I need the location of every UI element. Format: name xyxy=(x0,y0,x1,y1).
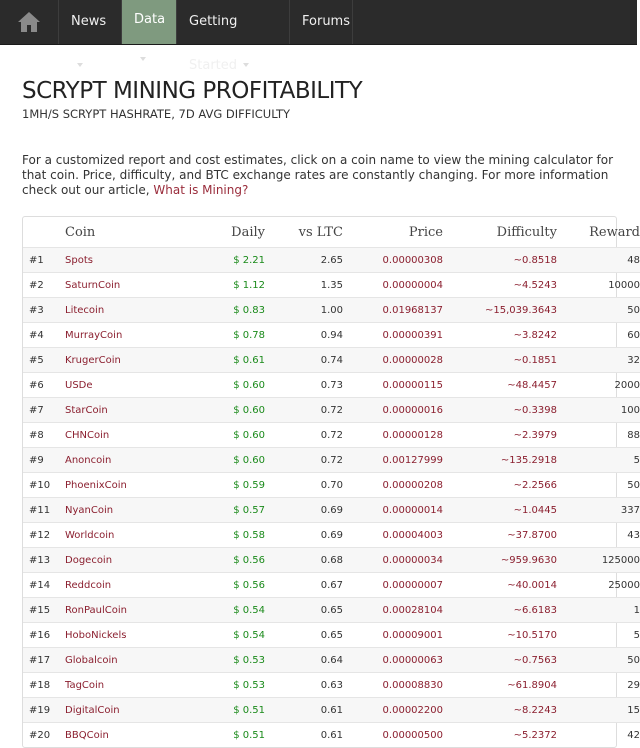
daily-cell: $ 0.60 xyxy=(189,398,271,423)
price-cell: 0.00000308 xyxy=(349,248,449,273)
daily-cell: $ 0.53 xyxy=(189,673,271,698)
table-row xyxy=(23,623,640,648)
price-cell: 0.00000016 xyxy=(349,398,449,423)
coin-name-link[interactable]: Worldcoin xyxy=(59,523,189,548)
price-cell: 0.00000014 xyxy=(349,498,449,523)
coin-name-link[interactable]: Litecoin xyxy=(59,298,189,323)
daily-cell: $ 0.56 xyxy=(189,573,271,598)
vs-ltc-cell: 0.65 xyxy=(271,623,349,648)
vs-ltc-cell: 0.73 xyxy=(271,373,349,398)
price-cell: 0.00000034 xyxy=(349,548,449,573)
reward-cell: 2000 xyxy=(563,373,640,398)
vs-ltc-cell: 0.63 xyxy=(271,673,349,698)
price-cell: 0.00002200 xyxy=(349,698,449,723)
rank-cell: #9 xyxy=(23,448,59,473)
coin-name-link[interactable]: Dogecoin xyxy=(59,548,189,573)
reward-cell: 10000 xyxy=(563,273,640,298)
table-body xyxy=(23,248,640,748)
table-row xyxy=(23,648,640,673)
nav-data-label: Data xyxy=(134,12,166,27)
rank-cell: #14 xyxy=(23,573,59,598)
vs-ltc-cell: 0.72 xyxy=(271,448,349,473)
daily-cell: $ 0.54 xyxy=(189,598,271,623)
table-row xyxy=(23,373,640,398)
difficulty-cell: ~5.2372 xyxy=(449,723,563,748)
table-row xyxy=(23,573,640,598)
difficulty-cell: ~61.8904 xyxy=(449,673,563,698)
reward-cell: 25000 xyxy=(563,573,640,598)
reward-cell: 5 xyxy=(563,623,640,648)
column-header-vs-ltc[interactable]: vs LTC xyxy=(298,224,343,240)
daily-cell: $ 0.54 xyxy=(189,623,271,648)
reward-cell: 60 xyxy=(563,323,640,348)
what-is-mining-link[interactable]: What is Mining? xyxy=(153,183,249,197)
price-cell: 0.00000391 xyxy=(349,323,449,348)
coin-name-link[interactable]: Reddcoin xyxy=(59,573,189,598)
reward-cell: 50 xyxy=(563,473,640,498)
rank-cell: #12 xyxy=(23,523,59,548)
table-row xyxy=(23,273,640,298)
difficulty-cell: ~2.3979 xyxy=(449,423,563,448)
coin-name-link[interactable]: HoboNickels xyxy=(59,623,189,648)
price-cell: 0.00000208 xyxy=(349,473,449,498)
coin-name-link[interactable]: Globalcoin xyxy=(59,648,189,673)
table-row xyxy=(23,398,640,423)
difficulty-cell: ~2.2566 xyxy=(449,473,563,498)
vs-ltc-cell: 0.74 xyxy=(271,348,349,373)
rank-cell: #6 xyxy=(23,373,59,398)
difficulty-cell: ~10.5170 xyxy=(449,623,563,648)
page-title: SCRYPT MINING PROFITABILITY xyxy=(22,78,363,104)
coin-name-link[interactable]: Spots xyxy=(59,248,189,273)
vs-ltc-cell: 0.70 xyxy=(271,473,349,498)
price-cell: 0.00009001 xyxy=(349,623,449,648)
table-row xyxy=(23,473,640,498)
nav-news-label: News xyxy=(71,14,107,29)
home-button[interactable] xyxy=(0,0,58,44)
rank-cell: #5 xyxy=(23,348,59,373)
coin-name-link[interactable]: PhoenixCoin xyxy=(59,473,189,498)
column-header-difficulty[interactable]: Difficulty xyxy=(496,224,557,240)
intro-text: For a customized report and cost estimates, click on a coin name to view the mining calculator for that coin. Price, difficulty, and BTC exchange rates are constantly changing. For more information check out our article, xyxy=(22,153,614,197)
reward-cell: 43 xyxy=(563,523,640,548)
rank-cell: #13 xyxy=(23,548,59,573)
rank-cell: #15 xyxy=(23,598,59,623)
reward-cell: 100 xyxy=(563,398,640,423)
difficulty-cell: ~959.9630 xyxy=(449,548,563,573)
difficulty-cell: ~15,039.3643 xyxy=(449,298,563,323)
daily-cell: $ 0.60 xyxy=(189,448,271,473)
coin-name-link[interactable]: NyanCoin xyxy=(59,498,189,523)
chevron-down-icon xyxy=(140,57,146,61)
difficulty-cell: ~0.3398 xyxy=(449,398,563,423)
price-cell: 0.00127999 xyxy=(349,448,449,473)
coin-name-link[interactable]: StarCoin xyxy=(59,398,189,423)
coin-name-link[interactable]: MurrayCoin xyxy=(59,323,189,348)
daily-cell: $ 0.60 xyxy=(189,423,271,448)
coin-name-link[interactable]: SaturnCoin xyxy=(59,273,189,298)
price-cell: 0.00000004 xyxy=(349,273,449,298)
vs-ltc-cell: 0.94 xyxy=(271,323,349,348)
nav-forums[interactable] xyxy=(289,0,353,44)
price-cell: 0.00000128 xyxy=(349,423,449,448)
top-navbar xyxy=(0,0,637,73)
rank-cell: #17 xyxy=(23,648,59,673)
reward-cell: 50 xyxy=(563,648,640,673)
nav-news[interactable] xyxy=(58,0,121,44)
coin-name-link[interactable]: Anoncoin xyxy=(59,448,189,473)
table-row xyxy=(23,248,640,273)
profitability-table-container xyxy=(22,216,640,748)
column-header-daily[interactable]: Daily xyxy=(231,224,265,240)
reward-cell: 88 xyxy=(563,423,640,448)
rank-cell: #10 xyxy=(23,473,59,498)
reward-cell: 5 xyxy=(563,448,640,473)
column-header-price[interactable]: Price xyxy=(408,224,443,240)
rank-cell: #7 xyxy=(23,398,59,423)
column-header-coin[interactable]: Coin xyxy=(65,224,96,240)
difficulty-cell: ~6.6183 xyxy=(449,598,563,623)
reward-cell: 48 xyxy=(563,248,640,273)
vs-ltc-cell: 0.72 xyxy=(271,423,349,448)
vs-ltc-cell: 0.68 xyxy=(271,548,349,573)
price-cell: 0.00000028 xyxy=(349,348,449,373)
reward-cell: 337 xyxy=(563,498,640,523)
rank-cell: #4 xyxy=(23,323,59,348)
difficulty-cell: ~0.8518 xyxy=(449,248,563,273)
price-cell: 0.00000500 xyxy=(349,723,449,748)
difficulty-cell: ~37.8700 xyxy=(449,523,563,548)
daily-cell: $ 0.57 xyxy=(189,498,271,523)
nav-getting-started[interactable] xyxy=(176,0,289,73)
daily-cell: $ 0.59 xyxy=(189,473,271,498)
difficulty-cell: ~4.5243 xyxy=(449,273,563,298)
nav-getting-started-label: Getting Started xyxy=(189,14,238,73)
reward-cell: 29 xyxy=(563,673,640,698)
vs-ltc-cell: 0.67 xyxy=(271,573,349,598)
table-row xyxy=(23,523,640,548)
daily-cell: $ 0.60 xyxy=(189,373,271,398)
price-cell: 0.00000007 xyxy=(349,573,449,598)
vs-ltc-cell: 0.69 xyxy=(271,523,349,548)
coin-name-link[interactable]: DigitalCoin xyxy=(59,698,189,723)
table-row xyxy=(23,673,640,698)
table-row xyxy=(23,598,640,623)
vs-ltc-cell: 1.35 xyxy=(271,273,349,298)
reward-cell: 42 xyxy=(563,723,640,748)
table-row xyxy=(23,498,640,523)
rank-cell: #2 xyxy=(23,273,59,298)
nav-forums-label: Forums xyxy=(302,14,350,29)
daily-cell: $ 0.56 xyxy=(189,548,271,573)
coin-name-link[interactable]: BBQCoin xyxy=(59,723,189,748)
vs-ltc-cell: 0.64 xyxy=(271,648,349,673)
nav-data[interactable] xyxy=(121,0,176,44)
daily-cell: $ 0.78 xyxy=(189,323,271,348)
price-cell: 0.00000115 xyxy=(349,373,449,398)
reward-cell: 32 xyxy=(563,348,640,373)
price-cell: 0.01968137 xyxy=(349,298,449,323)
reward-cell: 15 xyxy=(563,698,640,723)
reward-cell: 50 xyxy=(563,298,640,323)
chevron-down-icon xyxy=(77,63,83,67)
vs-ltc-cell: 0.61 xyxy=(271,698,349,723)
reward-cell: 125000 xyxy=(563,548,640,573)
difficulty-cell: ~48.4457 xyxy=(449,373,563,398)
price-cell: 0.00028104 xyxy=(349,598,449,623)
daily-cell: $ 0.51 xyxy=(189,723,271,748)
vs-ltc-cell: 0.65 xyxy=(271,598,349,623)
price-cell: 0.00008830 xyxy=(349,673,449,698)
difficulty-cell: ~8.2243 xyxy=(449,698,563,723)
rank-cell: #1 xyxy=(23,248,59,273)
coin-name-link[interactable]: CHNCoin xyxy=(59,423,189,448)
rank-cell: #8 xyxy=(23,423,59,448)
chevron-down-icon xyxy=(243,63,249,67)
difficulty-cell: ~3.8242 xyxy=(449,323,563,348)
profitability-table xyxy=(23,217,640,747)
table-row xyxy=(23,298,640,323)
rank-cell: #18 xyxy=(23,673,59,698)
column-header-rank[interactable] xyxy=(23,217,59,248)
vs-ltc-cell: 0.69 xyxy=(271,498,349,523)
table-row xyxy=(23,698,640,723)
difficulty-cell: ~0.7563 xyxy=(449,648,563,673)
daily-cell: $ 0.58 xyxy=(189,523,271,548)
daily-cell: $ 1.12 xyxy=(189,273,271,298)
table-header-row xyxy=(23,217,640,248)
rank-cell: #16 xyxy=(23,623,59,648)
difficulty-cell: ~40.0014 xyxy=(449,573,563,598)
coin-name-link[interactable]: RonPaulCoin xyxy=(59,598,189,623)
vs-ltc-cell: 0.72 xyxy=(271,398,349,423)
difficulty-cell: ~1.0445 xyxy=(449,498,563,523)
price-cell: 0.00004003 xyxy=(349,523,449,548)
price-cell: 0.00000063 xyxy=(349,648,449,673)
rank-cell: #20 xyxy=(23,723,59,748)
table-row xyxy=(23,423,640,448)
rank-cell: #19 xyxy=(23,698,59,723)
table-row xyxy=(23,323,640,348)
daily-cell: $ 0.83 xyxy=(189,298,271,323)
column-header-reward[interactable]: Reward xyxy=(589,224,640,240)
vs-ltc-cell: 1.00 xyxy=(271,298,349,323)
daily-cell: $ 0.61 xyxy=(189,348,271,373)
table-row xyxy=(23,548,640,573)
rank-cell: #3 xyxy=(23,298,59,323)
vs-ltc-cell: 0.61 xyxy=(271,723,349,748)
coin-name-link[interactable]: KrugerCoin xyxy=(59,348,189,373)
difficulty-cell: ~0.1851 xyxy=(449,348,563,373)
coin-name-link[interactable]: USDe xyxy=(59,373,189,398)
daily-cell: $ 0.53 xyxy=(189,648,271,673)
table-row xyxy=(23,448,640,473)
page-subtitle: 1MH/S SCRYPT HASHRATE, 7D AVG DIFFICULTY xyxy=(22,107,291,121)
reward-cell: 1 xyxy=(563,598,640,623)
rank-cell: #11 xyxy=(23,498,59,523)
daily-cell: $ 0.51 xyxy=(189,698,271,723)
home-icon xyxy=(17,11,41,33)
difficulty-cell: ~135.2918 xyxy=(449,448,563,473)
table-row xyxy=(23,348,640,373)
daily-cell: $ 2.21 xyxy=(189,248,271,273)
intro-paragraph xyxy=(22,153,622,198)
coin-name-link[interactable]: TagCoin xyxy=(59,673,189,698)
vs-ltc-cell: 2.65 xyxy=(271,248,349,273)
